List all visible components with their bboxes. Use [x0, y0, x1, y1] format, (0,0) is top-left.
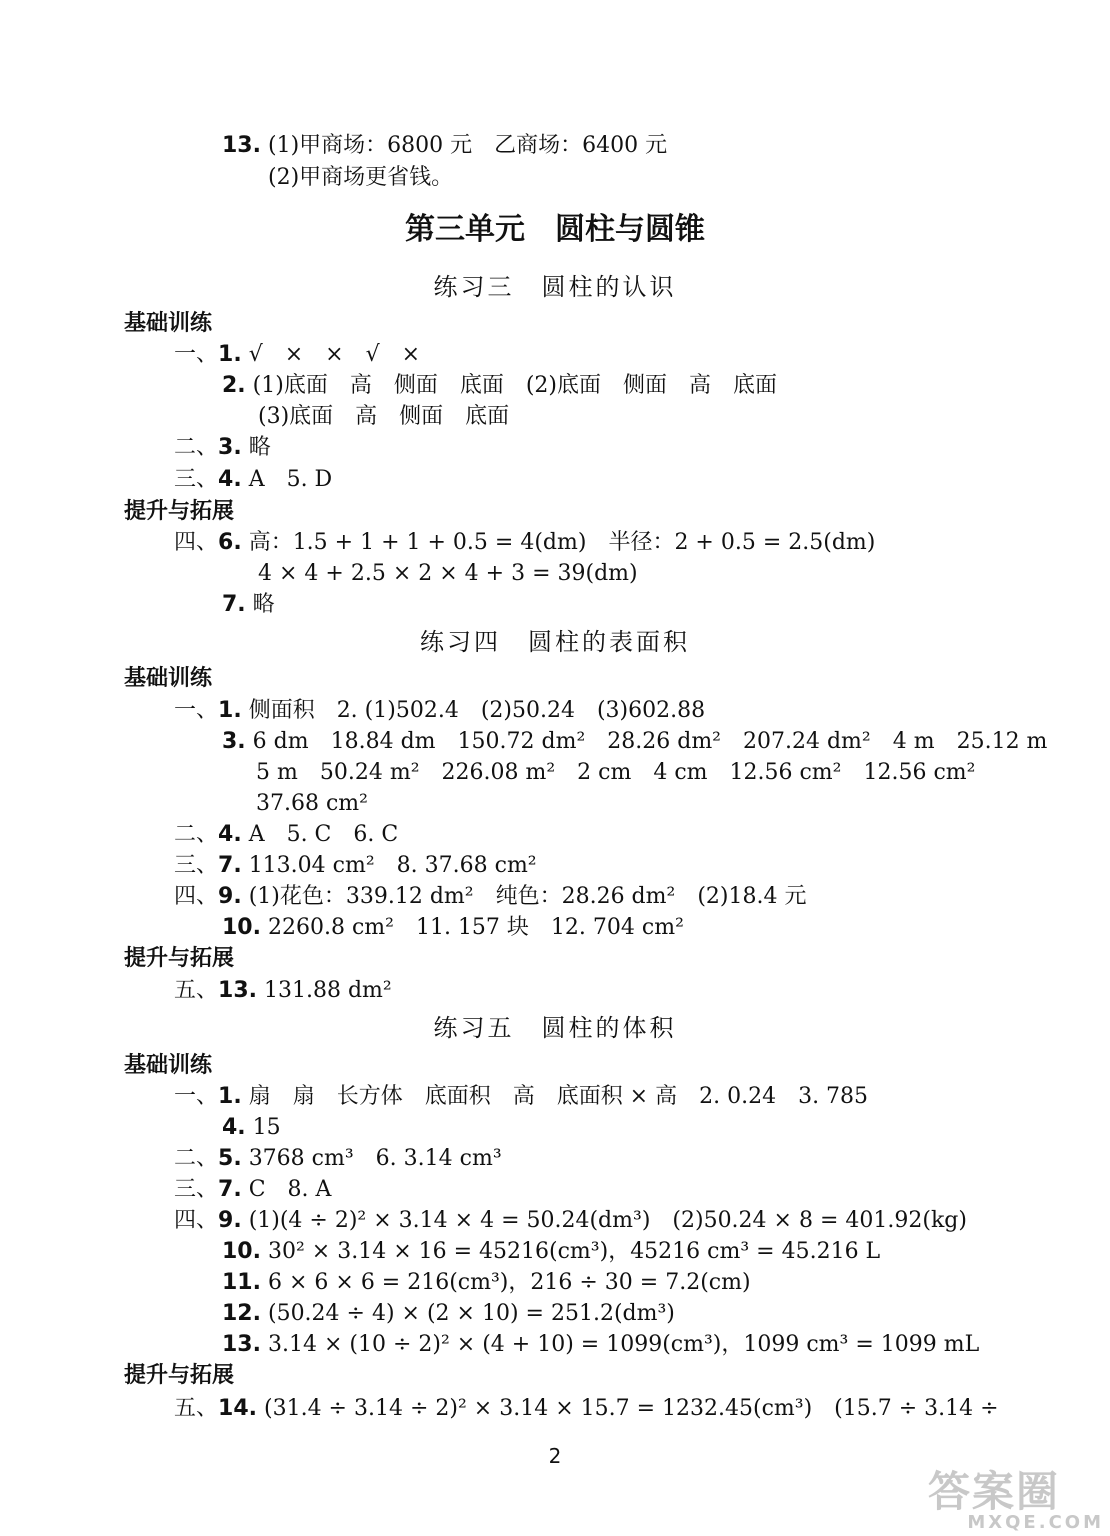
- section-advanced-3: 提升与拓展: [124, 499, 235, 524]
- exercise-title-4: 练习四 圆柱的表面积: [420, 628, 690, 656]
- answer-line: 2. (1)底面 高 侧面 底面 (2)底面 侧面 高 底面: [222, 373, 777, 398]
- answer-line: 37.68 cm²: [256, 791, 368, 816]
- answer-line: 二、3. 略: [174, 435, 271, 460]
- answer-line: 三、4. A 5. D: [174, 467, 333, 492]
- answer-line: 12. (50.24 ÷ 4) × (2 × 10) = 251.2(dm³): [222, 1301, 675, 1326]
- unit-title: 第三单元 圆柱与圆锥: [405, 212, 705, 247]
- answer-line: 一、1. √ × × √ ×: [174, 342, 421, 367]
- answer-line: 四、9. (1)花色：339.12 dm² 纯色：28.26 dm² (2)18.4 元: [174, 884, 807, 909]
- answer-line: 四、9. (1)(4 ÷ 2)² × 3.14 × 4 = 50.24(dm³) (2)50.24 × 8 = 401.92(kg): [174, 1208, 967, 1233]
- section-advanced-4: 提升与拓展: [124, 946, 235, 971]
- answer-line: 一、1. 侧面积 2. (1)502.4 (2)50.24 (3)602.88: [174, 698, 706, 723]
- answer-line: 10. 2260.8 cm² 11. 157 块 12. 704 cm²: [222, 915, 684, 940]
- answer-line: 三、7. C 8. A: [174, 1177, 332, 1202]
- section-basic-3: 基础训练: [124, 311, 213, 336]
- answer-line: 11. 6 × 6 × 6 = 216(cm³)，216 ÷ 30 = 7.2(cm): [222, 1270, 751, 1295]
- answer-line: 3. 6 dm 18.84 dm 150.72 dm² 28.26 dm² 207.24 dm² 4 m 25.12 m: [222, 729, 1048, 754]
- watermark-url: MXQE.COM: [967, 1512, 1104, 1533]
- exercise-title-3: 练习三 圆柱的认识: [433, 273, 677, 301]
- answer-line: 13. 3.14 × (10 ÷ 2)² × (4 + 10) = 1099(cm³)，1099 cm³ = 1099 mL: [222, 1332, 980, 1357]
- answer-line: 五、13. 131.88 dm²: [174, 978, 392, 1003]
- answer-line: 一、1. 扇 扇 长方体 底面积 高 底面积 × 高 2. 0.24 3. 785: [174, 1084, 869, 1109]
- section-basic-4: 基础训练: [124, 666, 213, 691]
- answer-line: (3)底面 高 侧面 底面: [258, 404, 510, 429]
- answer-line: 二、4. A 5. C 6. C: [174, 822, 399, 847]
- answer-line: 五、14. (31.4 ÷ 3.14 ÷ 2)² × 3.14 × 15.7 = 1232.45(cm³) (15.7 ÷ 3.14 ÷: [174, 1396, 999, 1421]
- answer-line-13-2: (2)甲商场更省钱。: [268, 165, 454, 190]
- answer-line: 三、7. 113.04 cm² 8. 37.68 cm²: [174, 853, 537, 878]
- answer-line: 7. 略: [222, 592, 275, 617]
- page-number: 2: [548, 1444, 562, 1468]
- watermark-main: 答案圈: [928, 1467, 1061, 1516]
- answer-line: 10. 30² × 3.14 × 16 = 45216(cm³)，45216 cm³ = 45.216 L: [222, 1239, 881, 1264]
- answer-line: 四、6. 高：1.5 + 1 + 1 + 0.5 = 4(dm) 半径：2 + 0.5 = 2.5(dm): [174, 530, 876, 555]
- answer-line: 5 m 50.24 m² 226.08 m² 2 cm 4 cm 12.56 cm² 12.56 cm²: [256, 760, 976, 785]
- answer-line: 4. 15: [222, 1115, 281, 1140]
- section-advanced-5: 提升与拓展: [124, 1363, 235, 1388]
- answer-line: 4 × 4 + 2.5 × 2 × 4 + 3 = 39(dm): [258, 561, 638, 586]
- section-basic-5: 基础训练: [124, 1053, 213, 1078]
- answer-line-13: 13. (1)甲商场：6800 元 乙商场：6400 元: [222, 133, 668, 158]
- answer-line: 二、5. 3768 cm³ 6. 3.14 cm³: [174, 1146, 502, 1171]
- exercise-title-5: 练习五 圆柱的体积: [433, 1014, 677, 1042]
- watermark-logo: [928, 1467, 1104, 1533]
